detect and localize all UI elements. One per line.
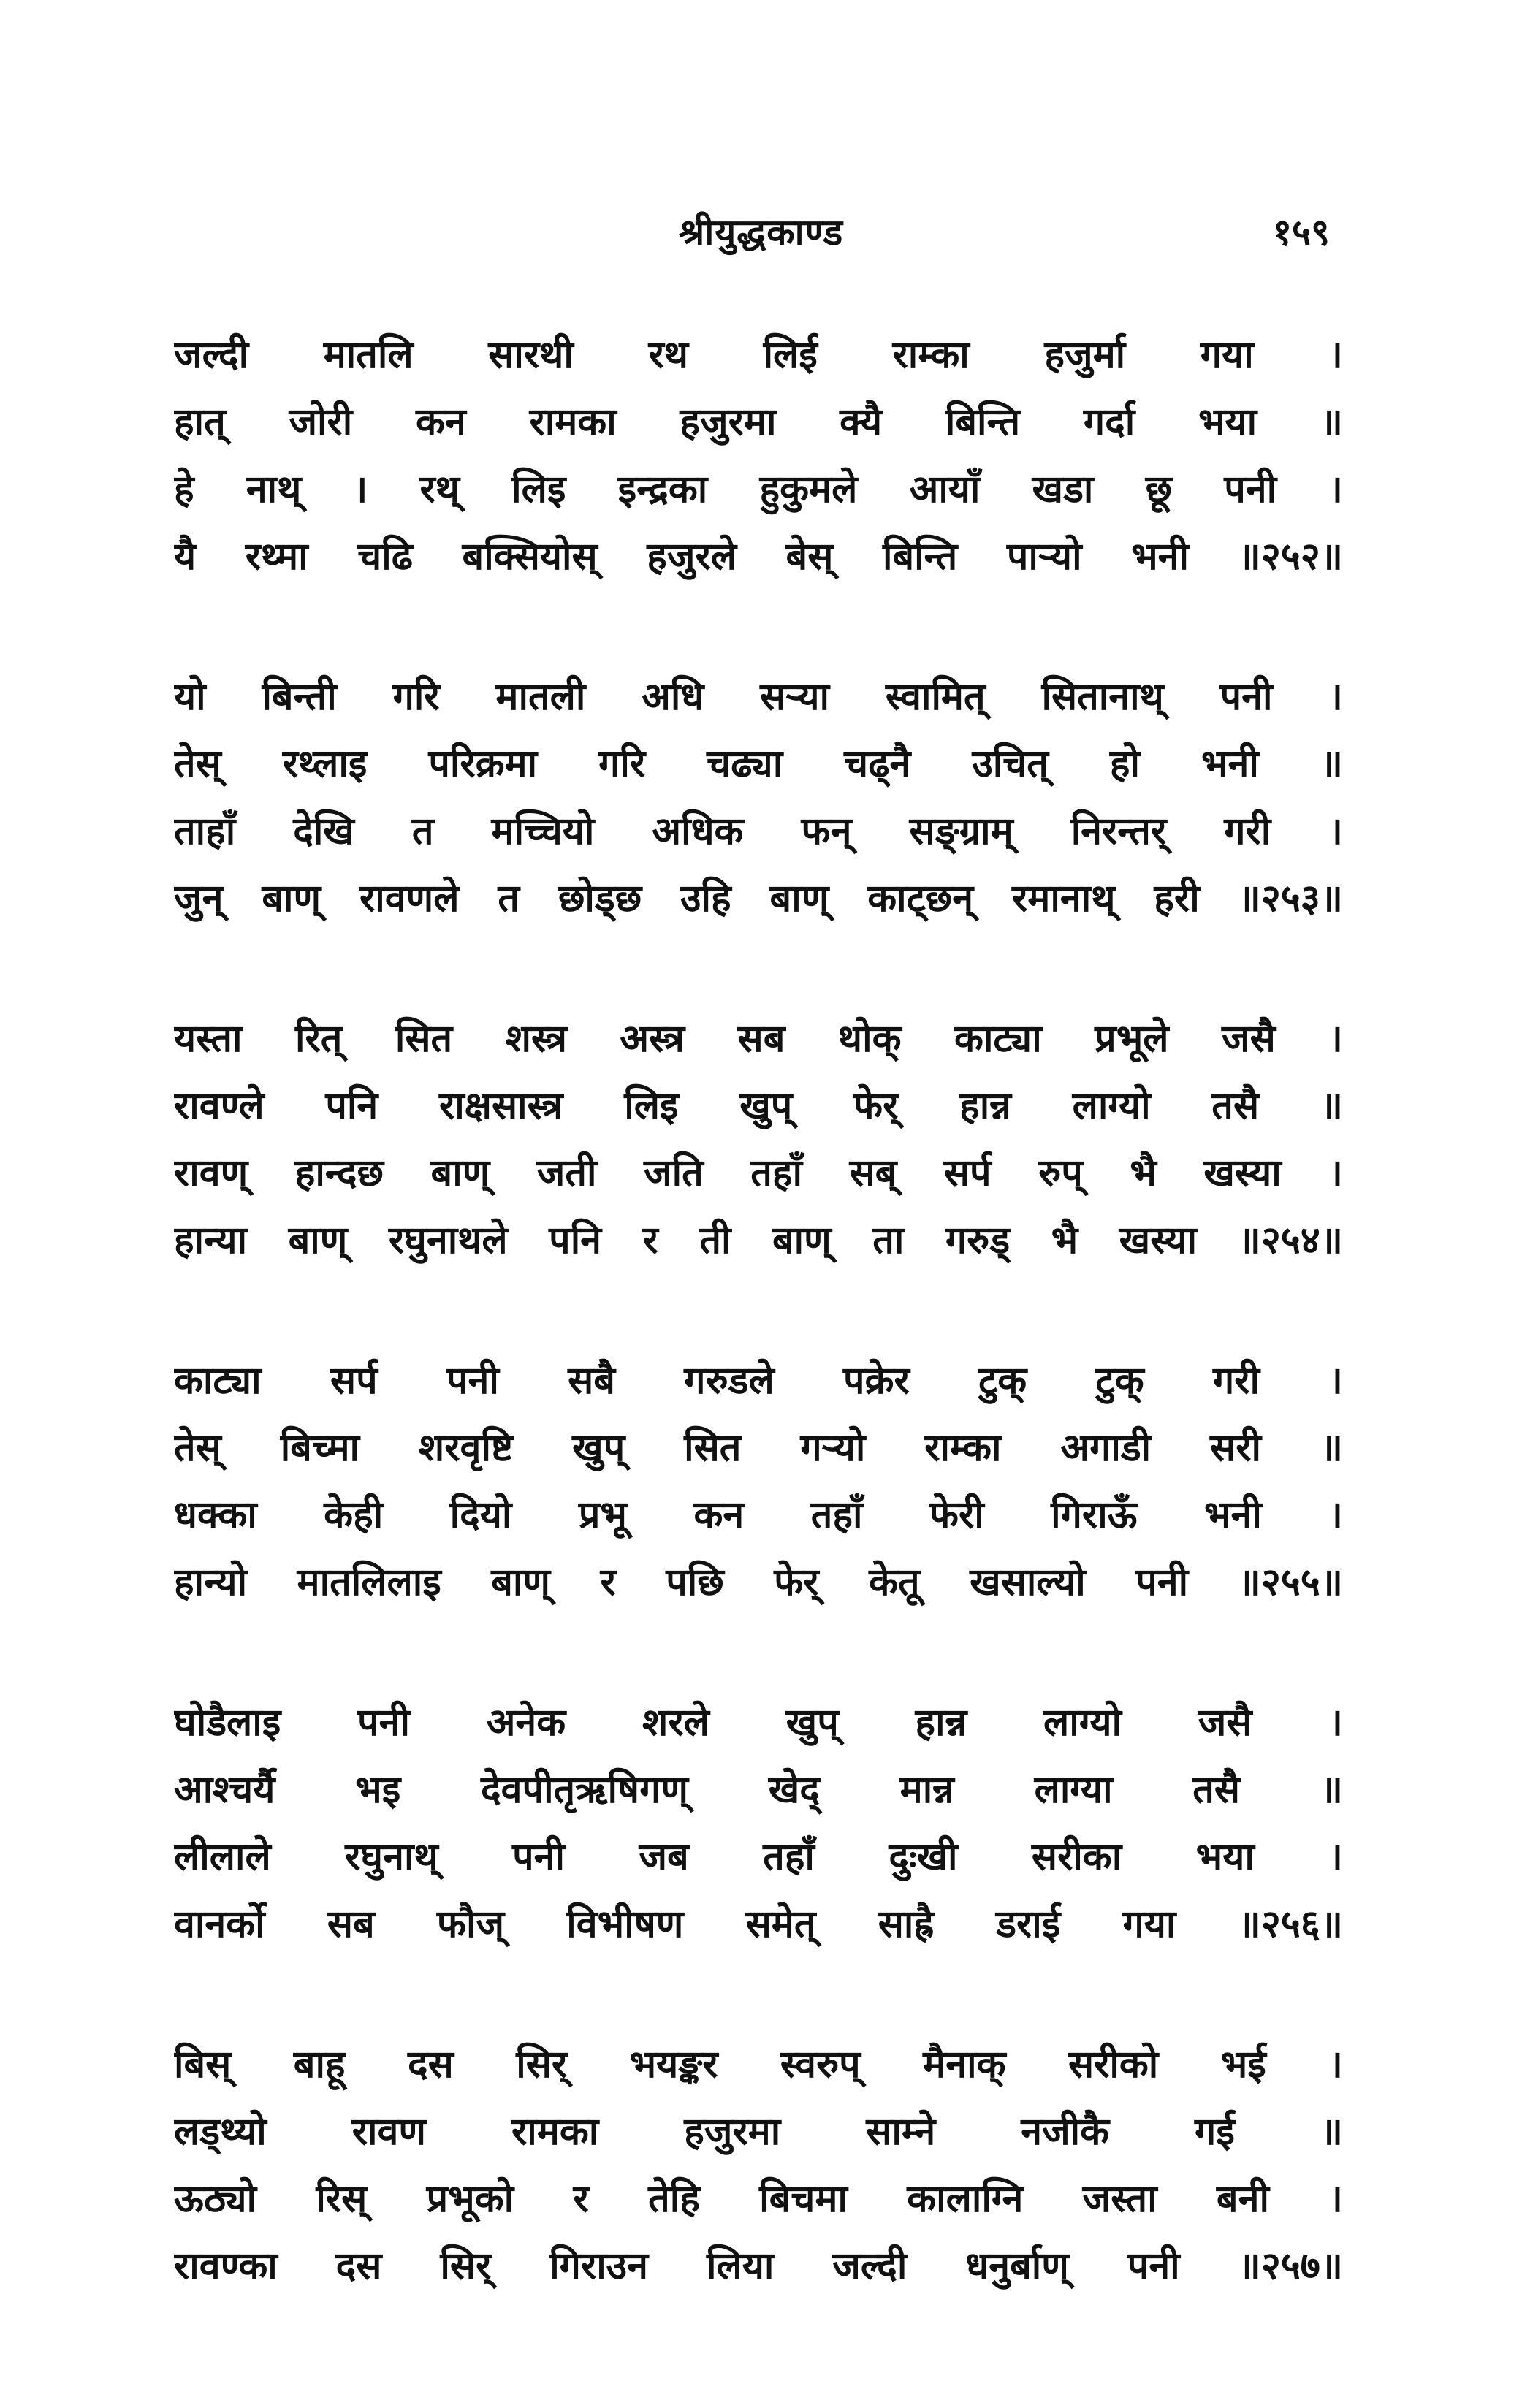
verse-line: आश्चर्यै भइ देवपीतृऋषिगण् खेद् मान्न लाग्या तसै ॥ bbox=[174, 1768, 1343, 1812]
verse-line: जल्दी मातलि सारथी रथ लिई राम्का हजुर्मा गया । bbox=[174, 333, 1343, 377]
verse-line: रावण् हान्दछ बाण् जती जति तहाँ सब् सर्प रुप् भै खस्या । bbox=[174, 1151, 1343, 1195]
stanza-254 bbox=[174, 1005, 1343, 1274]
verse-line: हात् जोरी कन रामका हजुरमा क्यै बिन्ति गर्दा भया ॥ bbox=[174, 400, 1343, 444]
verse-line: ताहाँ देखि त मच्चियो अधिक फन् सङ्ग्राम् निरन्तर् गरी । bbox=[174, 809, 1343, 853]
verse-line: यै रथ्मा चढि बक्सियोस् हजुरले बेस् बिन्ति पार्‍यो भनी ॥२५२॥ bbox=[174, 535, 1343, 579]
verse-line: जुन् बाण् रावणले त छोड्छ उहि बाण् काट्छन् रमानाथ् हरी ॥२५३॥ bbox=[174, 877, 1343, 921]
verse-line: घोडैलाइ पनी अनेक शरले खुप् हान्न लाग्यो जसै । bbox=[174, 1701, 1343, 1745]
verse-line: वानर्को सब फौज् विभीषण समेत् साह्रै डराई गया ॥२५६॥ bbox=[174, 1902, 1343, 1946]
verse-line: हान्यो मातलिलाइ बाण् र पछि फेर् केतू खसाल्यो पनी ॥२५५॥ bbox=[174, 1561, 1343, 1604]
verse-line: तेस् रथ्लाइ परिक्रमा गरि चढ्या चढ्नै उचित् हो भनी ॥ bbox=[174, 742, 1343, 786]
stanza-255 bbox=[174, 1347, 1343, 1616]
verse-line: हे नाथ् । रथ् लिइ इन्द्रका हुकुमले आयाँ खडा छू पनी । bbox=[174, 468, 1343, 511]
stanza-253 bbox=[174, 663, 1343, 932]
stanza-252 bbox=[174, 321, 1343, 590]
verse-line: लीलाले रघुनाथ् पनी जब तहाँ दुःखी सरीका भया । bbox=[174, 1835, 1343, 1879]
verse-line: हान्या बाण् रघुनाथले पनि र ती बाण् ता गरुड् भै खस्या ॥२५४॥ bbox=[174, 1219, 1343, 1262]
verse-line: ऊठ्यो रिस् प्रभूको र तेहि बिचमा कालाग्नि जस्ता बनी । bbox=[174, 2177, 1343, 2221]
verse-line: रावण्का दस सिर् गिराउन लिया जल्दी धनुर्बाण् पनी ॥२५७॥ bbox=[174, 2244, 1343, 2288]
verse-line: रावण्ले पनि राक्षसास्त्र लिइ खुप् फेर् हान्न लाग्यो तसै ॥ bbox=[174, 1084, 1343, 1128]
verse-line: यस्ता रित् सित शस्त्र अस्त्र सब थोक् काट्या प्रभूले जसै । bbox=[174, 1017, 1343, 1061]
verse-line: धक्का केही दियो प्रभू कन तहाँ फेरी गिराऊँ भनी । bbox=[174, 1493, 1343, 1537]
verse-line: बिस् बाहू दस सिर् भयङ्कर स्वरुप् मैनाक् सरीको भई । bbox=[174, 2043, 1343, 2087]
verse-line: काट्या सर्प पनी सबै गरुडले पक्रेर टुक् टुक् गरी । bbox=[174, 1359, 1343, 1403]
running-title: श्रीयुद्धकाण्ड bbox=[678, 211, 844, 254]
stanza-256 bbox=[174, 1689, 1343, 1958]
verse-line: तेस् बिच्मा शरवृष्टि खुप् सित गर्‍यो राम्का अगाडी सरी ॥ bbox=[174, 1426, 1343, 1470]
page-number: १५९ bbox=[1273, 211, 1330, 254]
verse-line: यो बिन्ती गरि मातली अधि सर्‍या स्वामित् सितानाथ् पनी । bbox=[174, 675, 1343, 719]
verse-block bbox=[174, 321, 1343, 2300]
verse-line: लड्थ्यो रावण रामका हजुरमा साम्ने नजीकै गई ॥ bbox=[174, 2110, 1343, 2154]
stanza-257 bbox=[174, 2031, 1343, 2300]
